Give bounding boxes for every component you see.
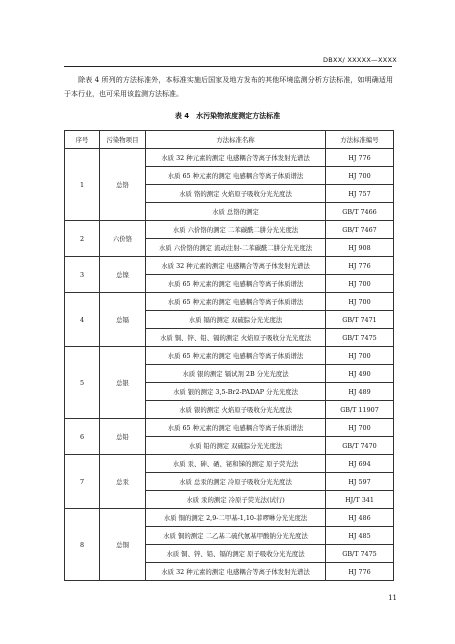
method-name-cell: 水质 银的测定 镉试剂 2B 分光光度法 <box>146 365 326 383</box>
method-name-cell: 水质 总汞的测定 冷原子吸收分光光度法 <box>146 473 326 491</box>
pollutant-item-cell: 总镍 <box>100 257 146 293</box>
method-name-cell: 水质 汞、砷、硒、铋和锑的测定 原子荧光法 <box>146 455 326 473</box>
method-name-cell: 水质 铜的测定 2,9-二甲基-1,10-菲啰啉分光光度法 <box>146 509 326 527</box>
serial-no-cell: 6 <box>65 419 100 455</box>
method-code-cell: HJ 700 <box>326 419 394 437</box>
method-code-cell: GB/T 7470 <box>326 437 394 455</box>
header-method-code: 方法标准编号 <box>326 131 394 149</box>
pollutant-item-cell: 总银 <box>100 347 146 419</box>
document-code: DBXX/ XXXXX—XXXX <box>322 56 397 64</box>
method-name-cell: 水质 65 种元素的测定 电感耦合等离子体质谱法 <box>146 275 326 293</box>
method-name-cell: 水质 32 种元素的测定 电感耦合等离子体发射光谱法 <box>146 149 326 167</box>
method-code-cell: HJ 700 <box>326 275 394 293</box>
methods-table-body <box>65 149 394 581</box>
table-header-row <box>65 131 394 149</box>
method-code-cell: HJ 489 <box>326 383 394 401</box>
method-name-cell: 水质 65 种元素的测定 电感耦合等离子体质谱法 <box>146 167 326 185</box>
serial-no-cell: 7 <box>65 455 100 509</box>
intro-text: 除表 4 所列的方法标准外，本标准实施后国家及地方发布的其他环境监测分析方法标准，如明确适用于本行业，也可采用该监测方法标准。 <box>64 76 393 98</box>
table-row <box>65 257 394 275</box>
method-code-cell: HJ 694 <box>326 455 394 473</box>
pollutant-item-cell: 六价铬 <box>100 221 146 257</box>
pollutant-item-cell: 总铜 <box>100 509 146 581</box>
page-number: 11 <box>388 594 397 602</box>
method-code-cell: HJ 908 <box>326 239 394 257</box>
method-name-cell: 水质 六价铬的测定 二苯碳酰二肼分光光度法 <box>146 221 326 239</box>
method-name-cell: 水质 32 种元素的测定 电感耦合等离子体发射光谱法 <box>146 563 326 581</box>
method-code-cell: HJ 700 <box>326 167 394 185</box>
method-code-cell: HJ 486 <box>326 509 394 527</box>
serial-no-cell: 8 <box>65 509 100 581</box>
method-code-cell: GB/T 7475 <box>326 545 394 563</box>
method-code-cell: HJ 597 <box>326 473 394 491</box>
method-code-cell: GB/T 11907 <box>326 401 394 419</box>
header-pollutant-item: 污染物项目 <box>100 131 146 149</box>
method-name-cell: 水质 镉的测定 双硫腙分光光度法 <box>146 311 326 329</box>
method-code-cell: GB/T 7466 <box>326 203 394 221</box>
method-code-cell: GB/T 7471 <box>326 311 394 329</box>
table-title: 表 4 水污染物浓度测定方法标准 <box>174 112 281 120</box>
serial-no-cell: 2 <box>65 221 100 257</box>
table-row <box>65 455 394 473</box>
table-row <box>65 509 394 527</box>
serial-no-cell: 4 <box>65 293 100 347</box>
method-name-cell: 水质 65 种元素的测定 电感耦合等离子体质谱法 <box>146 293 326 311</box>
method-code-cell: HJ/T 341 <box>326 491 394 509</box>
method-name-cell: 水质 银的测定 火焰原子吸收分光光度法 <box>146 401 326 419</box>
method-name-cell: 水质 铜、锌、铅、镉的测定 火焰原子吸收分光光度法 <box>146 329 326 347</box>
method-name-cell: 水质 铬的测定 火焰原子吸收分光光度法 <box>146 185 326 203</box>
method-code-cell: HJ 700 <box>326 293 394 311</box>
table-row <box>65 419 394 437</box>
header-serial-no: 序号 <box>65 131 100 149</box>
method-name-cell: 水质 铅的测定 双硫腙分光光度法 <box>146 437 326 455</box>
table-row <box>65 293 394 311</box>
serial-no-cell: 5 <box>65 347 100 419</box>
method-name-cell: 水质 65 种元素的测定 电感耦合等离子体质谱法 <box>146 347 326 365</box>
method-name-cell: 水质 铜、锌、铅、镉的测定 原子吸收分光光度法 <box>146 545 326 563</box>
method-code-cell: HJ 485 <box>326 527 394 545</box>
intro-paragraph <box>64 73 393 101</box>
table-row <box>65 149 394 167</box>
method-code-cell: HJ 776 <box>326 149 394 167</box>
header-rule <box>64 66 392 67</box>
table-row <box>65 221 394 239</box>
method-code-cell: GB/T 7475 <box>326 329 394 347</box>
method-code-cell: HJ 776 <box>326 563 394 581</box>
method-code-cell: HJ 776 <box>326 257 394 275</box>
method-code-cell: HJ 757 <box>326 185 394 203</box>
method-name-cell: 水质 32 种元素的测定 电感耦合等离子体发射光谱法 <box>146 257 326 275</box>
serial-no-cell: 1 <box>65 149 100 221</box>
pollutant-item-cell: 总镉 <box>100 293 146 347</box>
serial-no-cell: 3 <box>65 257 100 293</box>
method-code-cell: HJ 490 <box>326 365 394 383</box>
method-code-cell: HJ 700 <box>326 347 394 365</box>
method-name-cell: 水质 总铬的测定 <box>146 203 326 221</box>
method-code-cell: GB/T 7467 <box>326 221 394 239</box>
method-name-cell: 水质 65 种元素的测定 电感耦合等离子体质谱法 <box>146 419 326 437</box>
method-name-cell: 水质 六价铬的测定 流动注射-二苯碳酰二肼分光光度法 <box>146 239 326 257</box>
pollutant-item-cell: 总汞 <box>100 455 146 509</box>
method-name-cell: 水质 银的测定 3,5-Br2-PADAP 分光光度法 <box>146 383 326 401</box>
method-name-cell: 水质 汞的测定 冷原子荧光法(试行) <box>146 491 326 509</box>
pollutant-item-cell: 总铬 <box>100 149 146 221</box>
method-name-cell: 水质 铜的测定 二乙基二硫代氨基甲酸钠分光光度法 <box>146 527 326 545</box>
pollutant-item-cell: 总铅 <box>100 419 146 455</box>
methods-table <box>64 130 394 581</box>
table-row <box>65 347 394 365</box>
header-method-name: 方法标准名称 <box>146 131 326 149</box>
